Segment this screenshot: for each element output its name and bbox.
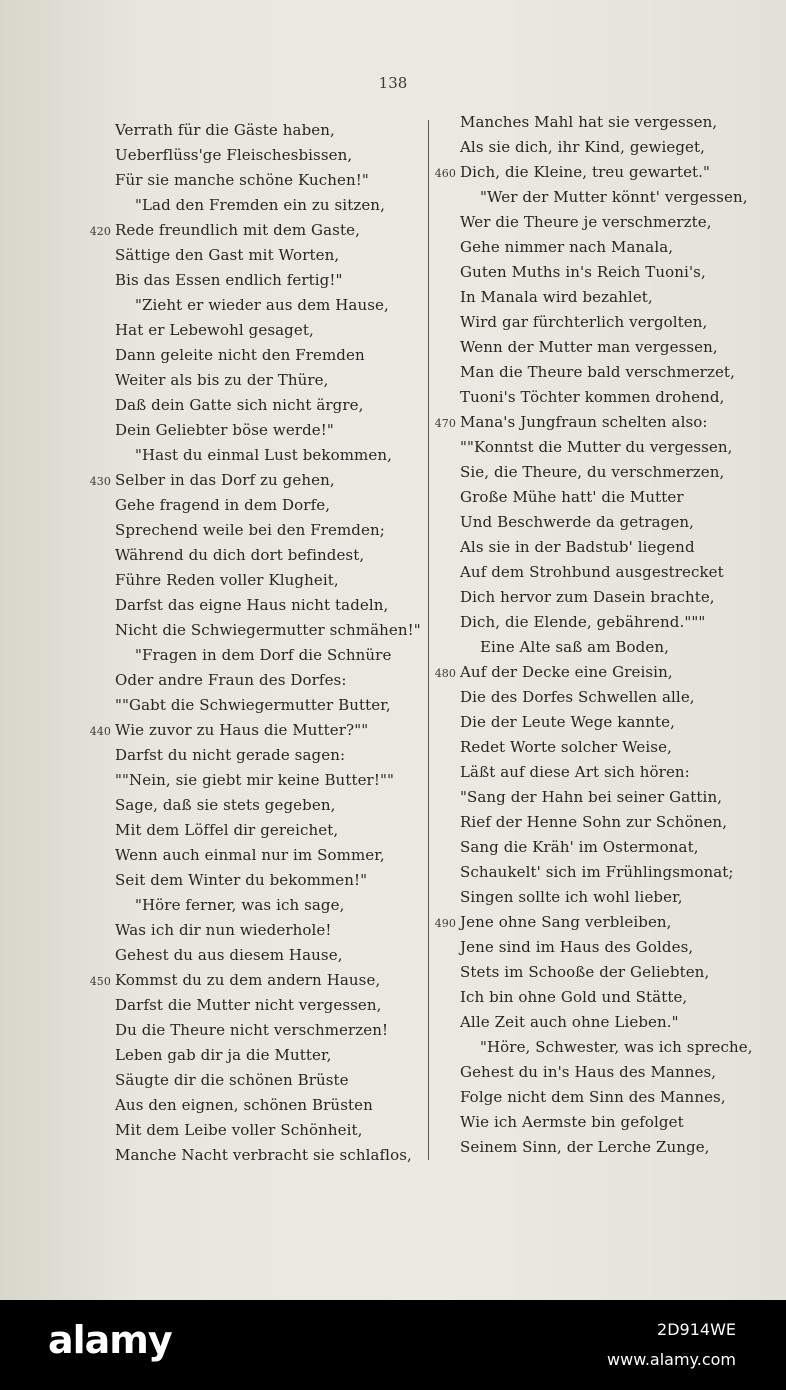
verse-line	[115, 443, 420, 468]
verse-line	[434, 910, 770, 935]
verse-text: Schaukelt' sich im Frühlingsmonat;	[460, 863, 734, 881]
verse-line	[460, 960, 770, 985]
alamy-logo: alamy	[48, 1318, 172, 1362]
verse-text: Folge nicht dem Sinn des Mannes,	[460, 1088, 726, 1106]
verse-line	[115, 943, 420, 968]
verse-line	[460, 535, 770, 560]
verse-line	[460, 810, 770, 835]
right-column	[434, 110, 770, 1160]
verse-line	[115, 743, 420, 768]
verse-line	[460, 985, 770, 1010]
verse-text: Als sie dich, ihr Kind, gewieget,	[460, 138, 705, 156]
verse-line	[115, 193, 420, 218]
verse-line	[115, 568, 420, 593]
column-divider	[428, 120, 429, 1160]
verse-text: Tuoni's Töchter kommen drohend,	[460, 388, 725, 406]
verse-text: In Manala wird bezahlet,	[460, 288, 653, 306]
verse-text: ""Gabt die Schwiegermutter Butter,	[115, 696, 391, 714]
verse-text: Sättige den Gast mit Worten,	[115, 246, 340, 264]
verse-text: Gehest du aus diesem Hause,	[115, 946, 343, 964]
verse-line	[115, 368, 420, 393]
verse-line	[460, 685, 770, 710]
verse-text: Nicht die Schwiegermutter schmähen!"	[115, 621, 421, 639]
verse-text: "Fragen in dem Dorf die Schnüre	[135, 646, 392, 664]
verse-line	[115, 1018, 420, 1043]
verse-text: Sie, die Theure, du verschmerzen,	[460, 463, 725, 481]
verse-text: "Zieht er wieder aus dem Hause,	[135, 296, 389, 314]
verse-line	[460, 1010, 770, 1035]
verse-text: Große Mühe hatt' die Mutter	[460, 488, 684, 506]
verse-line	[460, 935, 770, 960]
verse-line	[460, 310, 770, 335]
verse-text: "Sang der Hahn bei seiner Gattin,	[460, 788, 723, 806]
verse-text: Darfst du nicht gerade sagen:	[115, 746, 346, 764]
verse-text: "Hast du einmal Lust bekommen,	[135, 446, 392, 464]
verse-line	[115, 668, 420, 693]
verse-text: Dein Geliebter böse werde!"	[115, 421, 334, 439]
verse-line	[460, 510, 770, 535]
verse-text: Alle Zeit auch ohne Lieben."	[460, 1013, 679, 1031]
verse-line	[115, 918, 420, 943]
verse-line	[89, 968, 420, 993]
verse-text: Oder andre Fraun des Dorfes:	[115, 671, 347, 689]
verse-line	[460, 1060, 770, 1085]
verse-line	[434, 160, 770, 185]
verse-text: Daß dein Gatte sich nicht ärgre,	[115, 396, 364, 414]
verse-text: "Höre, Schwester, was ich spreche,	[480, 1038, 753, 1056]
verse-text: Auf der Decke eine Greisin,	[460, 663, 673, 681]
verse-line	[460, 335, 770, 360]
verse-line	[115, 643, 420, 668]
verse-text: Während du dich dort befindest,	[115, 546, 365, 564]
verse-text: Manche Nacht verbracht sie schlaflos,	[115, 1146, 412, 1164]
verse-text: Seit dem Winter du bekommen!"	[115, 871, 368, 889]
verse-text: Bis das Essen endlich fertig!"	[115, 271, 343, 289]
verse-text: Läßt auf diese Art sich hören:	[460, 763, 690, 781]
verse-line	[115, 1118, 420, 1143]
verse-line	[460, 835, 770, 860]
verse-text: Stets im Schooße der Geliebten,	[460, 963, 710, 981]
verse-line	[460, 635, 770, 660]
verse-line	[115, 1143, 420, 1168]
verse-line	[115, 593, 420, 618]
verse-line	[89, 718, 420, 743]
verse-text: Eine Alte saß am Boden,	[480, 638, 669, 656]
left-column	[89, 118, 421, 1168]
verse-line	[115, 518, 420, 543]
verse-line	[115, 318, 420, 343]
verse-line	[460, 560, 770, 585]
verse-text: ""Konntst die Mutter du vergessen,	[460, 438, 733, 456]
verse-line	[115, 618, 420, 643]
verse-line	[115, 418, 420, 443]
verse-text: Weiter als bis zu der Thüre,	[115, 371, 329, 389]
site-url: www.alamy.com	[607, 1350, 736, 1369]
verse-line	[115, 1093, 420, 1118]
verse-text: Sang die Kräh' im Ostermonat,	[460, 838, 699, 856]
verse-text: Wird gar fürchterlich vergolten,	[460, 313, 708, 331]
verse-text: Gehest du in's Haus des Mannes,	[460, 1063, 717, 1081]
verse-line	[115, 693, 420, 718]
line-number: 450	[89, 975, 111, 988]
verse-text: Wie ich Aermste bin gefolget	[460, 1113, 684, 1131]
verse-line	[115, 268, 420, 293]
line-number: 440	[89, 725, 111, 738]
verse-text: Rief der Henne Sohn zur Schönen,	[460, 813, 728, 831]
verse-line	[115, 818, 420, 843]
line-number: 490	[434, 917, 456, 930]
verse-text: Kommst du zu dem andern Hause,	[115, 971, 381, 989]
verse-text: Die der Leute Wege kannte,	[460, 713, 676, 731]
verse-text: Dich, die Elende, gebährend."""	[460, 613, 706, 631]
verse-text: Wer die Theure je verschmerzte,	[460, 213, 712, 231]
verse-line	[115, 543, 420, 568]
verse-line	[115, 293, 420, 318]
verse-text: Darfst die Mutter nicht vergessen,	[115, 996, 382, 1014]
verse-line	[115, 493, 420, 518]
verse-line	[460, 260, 770, 285]
verse-line	[460, 385, 770, 410]
verse-text: Seinem Sinn, der Lerche Zunge,	[460, 1138, 710, 1156]
verse-text: Als sie in der Badstub' liegend	[460, 538, 695, 556]
verse-text: Darfst das eigne Haus nicht tadeln,	[115, 596, 389, 614]
verse-line	[460, 860, 770, 885]
verse-text: Mana's Jungfraun schelten also:	[460, 413, 708, 431]
verse-text: Und Beschwerde da getragen,	[460, 513, 695, 531]
verse-line	[460, 210, 770, 235]
verse-text: Verrath für die Gäste haben,	[115, 121, 335, 139]
verse-text: Selber in das Dorf zu gehen,	[115, 471, 335, 489]
verse-line	[460, 135, 770, 160]
verse-line	[460, 1135, 770, 1160]
verse-line	[460, 1085, 770, 1110]
verse-text: Ich bin ohne Gold und Stätte,	[460, 988, 688, 1006]
verse-line	[115, 1068, 420, 1093]
verse-text: Guten Muths in's Reich Tuoni's,	[460, 263, 706, 281]
verse-text: Aus den eignen, schönen Brüsten	[115, 1096, 373, 1114]
verse-line	[115, 393, 420, 418]
verse-text: Hat er Lebewohl gesaget,	[115, 321, 314, 339]
verse-line	[460, 710, 770, 735]
verse-text: "Lad den Fremden ein zu sitzen,	[135, 196, 385, 214]
verse-line	[115, 243, 420, 268]
verse-line	[460, 1035, 770, 1060]
verse-line	[115, 143, 420, 168]
verse-line	[460, 1110, 770, 1135]
verse-text: Die des Dorfes Schwellen alle,	[460, 688, 695, 706]
verse-text: Wie zuvor zu Haus die Mutter?""	[115, 721, 369, 739]
verse-text: Man die Theure bald verschmerzet,	[460, 363, 735, 381]
verse-text: Wenn der Mutter man vergessen,	[460, 338, 718, 356]
verse-line	[434, 660, 770, 685]
verse-line	[460, 585, 770, 610]
verse-line	[115, 868, 420, 893]
verse-text: Rede freundlich mit dem Gaste,	[115, 221, 360, 239]
verse-text: Jene ohne Sang verbleiben,	[460, 913, 672, 931]
line-number: 480	[434, 667, 456, 680]
verse-text: Säugte dir die schönen Brüste	[115, 1071, 349, 1089]
verse-text: Führe Reden voller Klugheit,	[115, 571, 339, 589]
verse-text: Was ich dir nun wiederhole!	[115, 921, 332, 939]
verse-line	[115, 768, 420, 793]
verse-text: Singen sollte ich wohl lieber,	[460, 888, 683, 906]
verse-text: "Höre ferner, was ich sage,	[135, 896, 345, 914]
line-number: 430	[89, 475, 111, 488]
verse-text: ""Nein, sie giebt mir keine Butter!""	[115, 771, 394, 789]
verse-line	[115, 118, 420, 143]
line-number: 420	[89, 225, 111, 238]
verse-text: Dann geleite nicht den Fremden	[115, 346, 365, 364]
verse-line	[460, 760, 770, 785]
verse-text: Ueberflüss'ge Fleischesbissen,	[115, 146, 353, 164]
verse-line	[460, 185, 770, 210]
verse-line	[89, 218, 420, 243]
verse-line	[115, 843, 420, 868]
verse-line	[460, 285, 770, 310]
verse-text: Du die Theure nicht verschmerzen!	[115, 1021, 389, 1039]
verse-text: "Wer der Mutter könnt' vergessen,	[480, 188, 748, 206]
verse-line	[115, 1043, 420, 1068]
verse-text: Für sie manche schöne Kuchen!"	[115, 171, 369, 189]
verse-line	[460, 360, 770, 385]
verse-line	[115, 168, 420, 193]
verse-line	[460, 735, 770, 760]
verse-line	[115, 993, 420, 1018]
verse-text: Gehe nimmer nach Manala,	[460, 238, 674, 256]
verse-line	[434, 410, 770, 435]
verse-line	[115, 893, 420, 918]
verse-text: Manches Mahl hat sie vergessen,	[460, 113, 718, 131]
verse-text: Redet Worte solcher Weise,	[460, 738, 672, 756]
verse-line	[115, 793, 420, 818]
page-number: 138	[378, 74, 408, 92]
verse-line	[89, 468, 420, 493]
verse-line	[460, 460, 770, 485]
verse-line	[460, 485, 770, 510]
line-number: 460	[434, 167, 456, 180]
verse-text: Wenn auch einmal nur im Sommer,	[115, 846, 385, 864]
verse-text: Sage, daß sie stets gegeben,	[115, 796, 336, 814]
verse-line	[460, 885, 770, 910]
verse-text: Leben gab dir ja die Mutter,	[115, 1046, 332, 1064]
verse-text: Mit dem Leibe voller Schönheit,	[115, 1121, 363, 1139]
verse-text: Dich, die Kleine, treu gewartet."	[460, 163, 711, 181]
verse-line	[460, 110, 770, 135]
verse-line	[460, 610, 770, 635]
verse-text: Sprechend weile bei den Fremden;	[115, 521, 385, 539]
verse-line	[460, 435, 770, 460]
verse-text: Dich hervor zum Dasein brachte,	[460, 588, 715, 606]
watermark-footer	[0, 1300, 786, 1390]
verse-line	[115, 343, 420, 368]
verse-line	[460, 785, 770, 810]
verse-line	[460, 235, 770, 260]
verse-text: Jene sind im Haus des Goldes,	[460, 938, 694, 956]
image-id: 2D914WE	[657, 1320, 736, 1339]
line-number: 470	[434, 417, 456, 430]
verse-text: Auf dem Strohbund ausgestrecket	[460, 563, 724, 581]
verse-text: Gehe fragend in dem Dorfe,	[115, 496, 331, 514]
verse-text: Mit dem Löffel dir gereichet,	[115, 821, 339, 839]
